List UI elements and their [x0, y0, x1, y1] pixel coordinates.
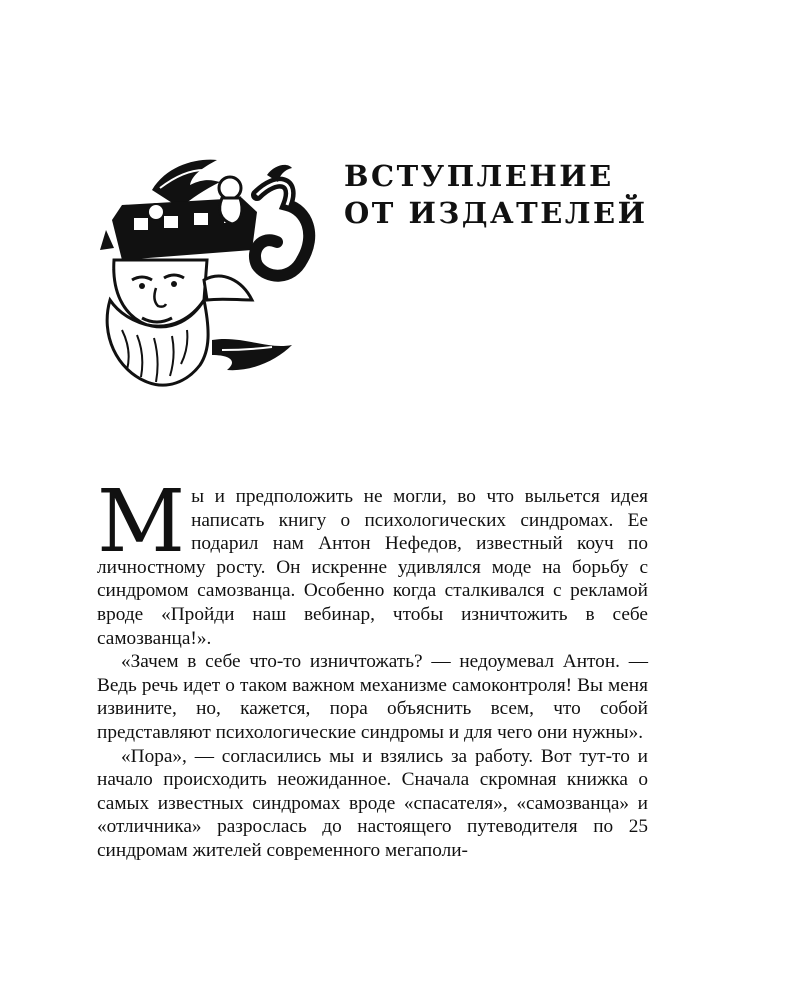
- crowned-old-man-illustration: [92, 150, 337, 400]
- paragraph-1-text: ы и предположить не могли, во что выльется идея написать книгу о психологических синдромах. Ее подарил нам Антон Нефедов, известный коуч по личностному росту. Он искренне удивлялся моде на борьбу с синдромом самозванца. Особенно когда сталкивался с рекламой вроде «Пройди наш вебинар, чтобы изничтожить в себе самозванца!».: [97, 486, 648, 649]
- heading-line-2: ОТ ИЗДАТЕЛЕЙ: [344, 196, 648, 230]
- drop-cap: М: [97, 472, 186, 572]
- paragraph-3: «Пора», — согласились мы и взялись за работу. Вот тут-то и начало происходить неожиданное. Сначала скромная книжка о самых известных синдромах вроде «спасателя», «самозванца» и «отличника» разрослась до настоящего путеводителя по 25 синдромам жителей современного мегаполи-: [97, 745, 648, 861]
- body-text: [97, 472, 648, 863]
- paragraph-2: «Зачем в себе что-то изничтожать? — недоумевал Антон. — Ведь речь идет о таком важном механизме самоконтроля! Вы меня извините, но, кажется, пора объяснить всем, что собой представляют психологические синдромы и для чего они нужны».: [97, 651, 648, 743]
- section-heading: [344, 158, 664, 232]
- heading-line-1: ВСТУПЛЕНИЕ: [344, 159, 614, 193]
- crowned-old-man-icon: [92, 150, 337, 400]
- paragraph-1: [97, 472, 648, 650]
